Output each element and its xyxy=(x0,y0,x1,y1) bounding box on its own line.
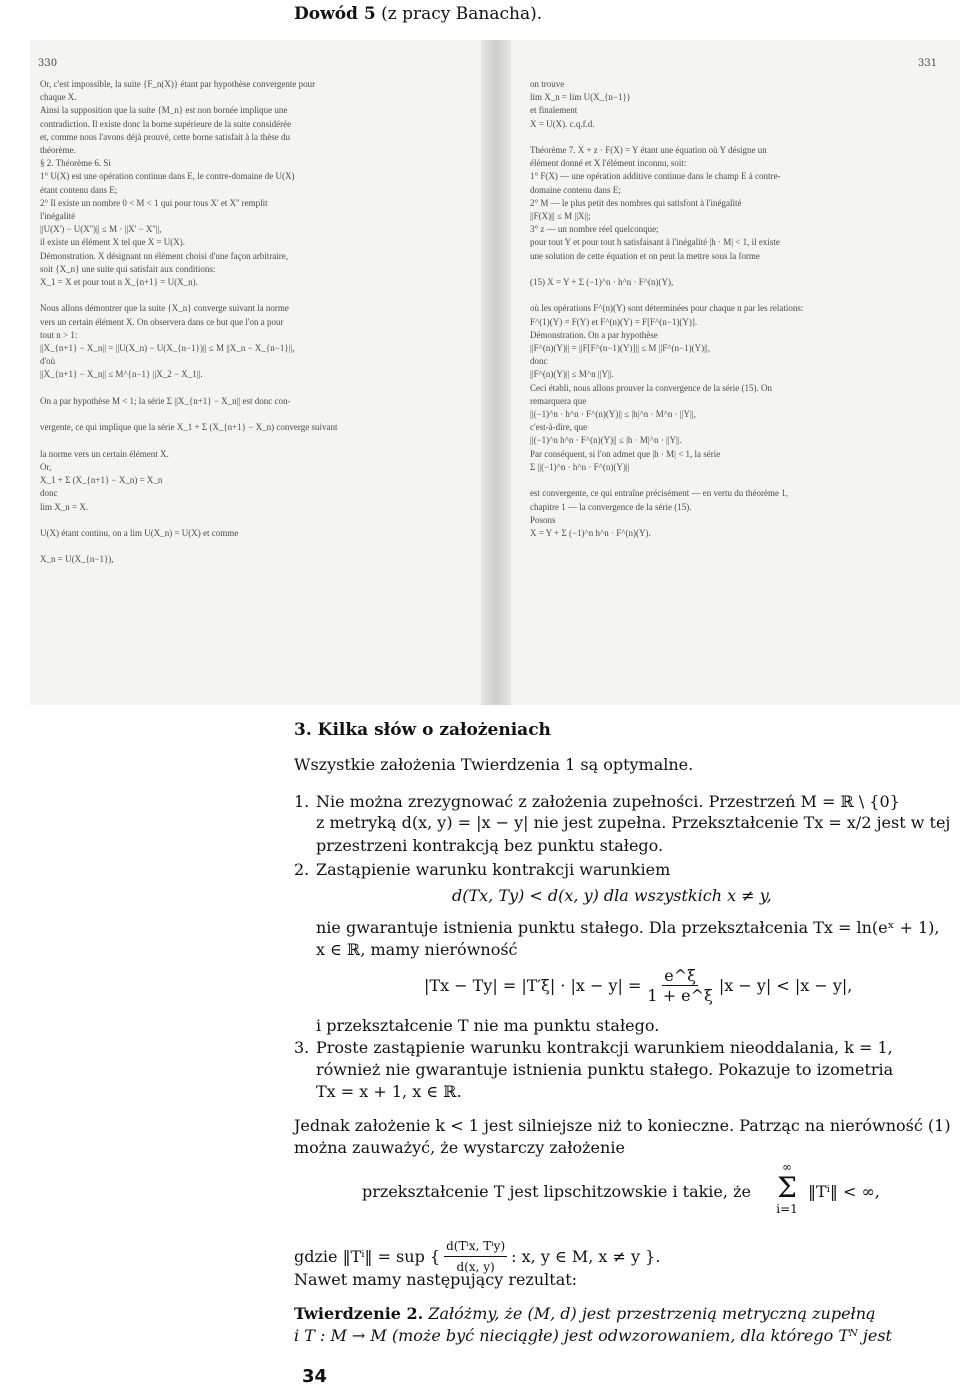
left-line: chaque X. xyxy=(40,92,77,103)
paragraph-line-1: Jednak założenie k < 1 jest silniejsze niż to konieczne. Patrząc na nierówność (1) xyxy=(294,1116,951,1135)
section-title: Kilka słów o założeniach xyxy=(317,720,551,740)
left-line: 1° U(X) est une opération continue dans E, le contre-domaine de U(X) xyxy=(40,171,295,182)
right-page-number: 331 xyxy=(918,58,938,69)
right-line: (15) X = Y + Σ (−1)^n · h^n · F^(n)(Y), xyxy=(530,277,674,288)
right-line: X = U(X). c.q.f.d. xyxy=(530,118,595,129)
right-line: Par conséquent, si l'on admet que |h · M| < 1, la série xyxy=(530,448,721,459)
proof-heading xyxy=(294,4,542,24)
left-line: l'inégalité xyxy=(40,211,76,222)
right-line: ||F(X)|| ≤ M ||X||; xyxy=(530,211,591,222)
item-2-equation: d(Tx, Ty) < d(x, y) dla wszystkich x ≠ y, xyxy=(452,886,772,905)
left-line: Nous allons démontrer que la suite {X_n} converge suivant la norme xyxy=(40,303,289,314)
left-line: d'où xyxy=(40,356,56,367)
item-3-line-3: Tx = x + 1, x ∈ ℝ. xyxy=(316,1082,462,1101)
right-line xyxy=(530,263,950,276)
left-line: donc xyxy=(40,488,58,499)
intro-text: Wszystkie założenia Twierdzenia 1 są optymalne. xyxy=(294,755,694,774)
sum-upper-limit: ∞ xyxy=(782,1160,792,1174)
left-line: X_1 + Σ (X_{n+1} − X_n) = X_n xyxy=(40,475,163,486)
right-line: ||(−1)^n h^n · F^(n)(Y)|| ≤ |h · M|^n · ||Y||. xyxy=(530,435,682,446)
right-line: où les opérations F^(n)(Y) sont déterminées pour chaque n par les relations: xyxy=(530,303,804,314)
item-3-number: 3. xyxy=(294,1038,310,1057)
sum-symbol: Σ xyxy=(777,1171,797,1204)
right-line: on trouve xyxy=(530,79,565,89)
fraction-numerator: e^ξ xyxy=(664,966,696,985)
left-line xyxy=(40,289,460,302)
right-line: 3° z — un nombre réel quelconque; xyxy=(530,224,659,235)
left-line: vergente, ce qui implique que la série X_1 + Σ (X_{n+1} − X_n) converge suivant xyxy=(40,422,338,433)
scan-left-page xyxy=(40,78,460,567)
left-line: et, comme nous l'avons déjà prouvé, cette borne satisfait à la thèse du xyxy=(40,131,291,142)
condition-text: przekształcenie T jest lipschitzowskie i takie, że xyxy=(362,1182,751,1201)
right-line: remarquera que xyxy=(530,395,587,406)
left-line: Ainsi la supposition que la suite {M_n} est non bornée implique une xyxy=(40,105,288,116)
proof-label: Dowód 5 xyxy=(294,4,376,24)
right-line: élément donné et X l'élément inconnu, soit: xyxy=(530,158,687,169)
sum-operator xyxy=(770,1160,804,1216)
left-line: Or, xyxy=(40,461,52,472)
right-line: ||(−1)^n · h^n · F^(n)(Y)|| ≤ |h|^n · M^n · ||Y||, xyxy=(530,409,696,420)
theorem-text-1: Załóżmy, że (M, d) jest przestrzenią metryczną zupełną xyxy=(428,1304,876,1323)
left-line: il existe un élément X tel que X = U(X). xyxy=(40,237,186,248)
left-line: soit {X_n} une suite qui satisfait aux conditions: xyxy=(40,263,216,274)
item-2-line-1: Zastąpienie warunku kontrakcji warunkiem xyxy=(316,860,671,879)
paragraph-line-3: Nawet mamy następujący rezultat: xyxy=(294,1270,578,1289)
section-heading xyxy=(294,720,551,740)
left-line: vers un certain élément X. On observera dans ce but que l'on a pour xyxy=(40,316,284,327)
left-line xyxy=(40,408,460,421)
right-line xyxy=(530,131,950,144)
left-line: la norme vers un certain élément X. xyxy=(40,448,169,459)
right-line: F^(1)(Y) = F(Y) et F^(n)(Y) = F[F^(n−1)(Y)]. xyxy=(530,316,698,327)
right-line: Σ ||(−1)^n · h^n · F^(n)(Y)|| xyxy=(530,461,630,472)
left-page-number: 330 xyxy=(38,58,58,69)
sum-lower-limit: i=1 xyxy=(776,1202,798,1216)
theorem-label: Twierdzenie 2. xyxy=(294,1304,424,1323)
norm-fraction-numerator: d(Tⁱx, Tⁱy) xyxy=(444,1236,507,1257)
right-line: c'est-à-dire, que xyxy=(530,422,588,433)
left-line: Démonstration. X désignant un élément choisi d'une façon arbitraire, xyxy=(40,250,289,261)
section-number: 3. xyxy=(294,720,312,740)
right-line: Démonstration. On a par hypothèse xyxy=(530,329,658,340)
left-line xyxy=(40,540,460,553)
left-line xyxy=(40,434,460,447)
right-line: X = Y + Σ (−1)^n h^n · F^(n)(Y). xyxy=(530,527,651,538)
theorem-line-2: i T : M → M (może być nieciągłe) jest odwzorowaniem, dla którego Tᴺ jest xyxy=(294,1326,892,1345)
norm-definition-left: gdzie ‖Tⁱ‖ = sup { xyxy=(294,1246,441,1266)
paragraph-line-2: można zauważyć, że wystarczy założenie xyxy=(294,1138,625,1157)
item-1-number: 1. xyxy=(294,792,310,811)
right-line xyxy=(530,474,950,487)
fraction-denominator: 1 + e^ξ xyxy=(647,986,713,1005)
item-1-line-2: z metryką d(x, y) = |x − y| nie jest zupełna. Przekształcenie Tx = x/2 jest w tej xyxy=(316,813,951,832)
right-line xyxy=(530,289,950,302)
right-line: Théorème 7. X + z · F(X) = Y étant une équation où Y désigne un xyxy=(530,145,767,156)
item-2-line-2: nie gwarantuje istnienia punktu stałego. Dla przekształcenia Tx = ln(eˣ + 1), xyxy=(316,918,940,937)
left-line: U(X) étant continu, on a lim U(X_n) = U(X) et comme xyxy=(40,527,239,538)
left-line: ||U(X') − U(X'')|| ≤ M · ||X' − X''||, xyxy=(40,224,162,235)
right-line: donc xyxy=(530,356,548,367)
norm-fraction-denominator: d(x, y) xyxy=(456,1260,495,1274)
left-line xyxy=(40,514,460,527)
left-line: tout n > 1: xyxy=(40,329,78,340)
left-line: ||X_{n+1} − X_n|| = ||U(X_n) − U(X_{n−1})|| ≤ M ||X_n − X_{n−1}||, xyxy=(40,343,295,354)
left-line xyxy=(40,382,460,395)
left-line: ||X_{n+1} − X_n|| ≤ M^{n−1} ||X_2 − X_1||. xyxy=(40,369,203,380)
left-line: X_1 = X et pour tout n X_{n+1} = U(X_n). xyxy=(40,277,198,288)
item-3-line-2: również nie gwarantuje istnienia punktu stałego. Pokazuje to izometria xyxy=(316,1060,894,1079)
right-line: Ceci établi, nous allons prouver la convergence de la série (15). On xyxy=(530,382,772,393)
right-line: pour tout Y et pour tout h satisfaisant à l'inégalité |h · M| < 1, il existe xyxy=(530,237,780,248)
inequality-right: |x − y| < |x − y|, xyxy=(718,976,853,995)
theorem-line-1 xyxy=(294,1304,876,1324)
right-line: lim X_n = lim U(X_{n−1}) xyxy=(530,92,630,103)
item-3-line-1: Proste zastąpienie warunku kontrakcji warunkiem nieoddalania, k = 1, xyxy=(316,1038,893,1057)
right-line: 2° M — le plus petit des nombres qui satisfont à l'inégalité xyxy=(530,197,742,208)
right-line: 1° F(X) — une opération additive continue dans le champ E à contre- xyxy=(530,171,781,182)
scan-right-page xyxy=(530,78,950,540)
norm-definition-right: : x, y ∈ M, x ≠ y }. xyxy=(511,1246,661,1266)
sum-term: ‖Tⁱ‖ < ∞, xyxy=(808,1182,880,1201)
inequality-left: |Tx − Ty| = |T′ξ| · |x − y| = xyxy=(424,976,642,995)
left-line: On a par hypothèse M < 1; la série Σ ||X_{n+1} − X_n|| est donc con- xyxy=(40,395,291,406)
item-2-inequality xyxy=(424,966,852,1005)
left-line: contradiction. Il existe donc la borne supérieure de la suite considérée xyxy=(40,118,292,129)
item-2-line-3: x ∈ ℝ, mamy nierówność xyxy=(316,940,518,959)
right-line: est convergente, ce qui entraîne précisément — en vertu du théorème 1, xyxy=(530,488,788,499)
book-gutter xyxy=(481,40,511,705)
page-number: 34 xyxy=(302,1366,328,1387)
right-line: et finalement xyxy=(530,105,578,116)
left-line: théorème. xyxy=(40,145,76,156)
scanned-book-spread xyxy=(30,40,960,705)
right-line: une solution de cette équation et on peut la mettre sous la forme xyxy=(530,250,760,261)
inequality-fraction xyxy=(647,966,712,1005)
left-line: 2° Il existe un nombre 0 < M < 1 qui pour tous X' et X'' remplit xyxy=(40,197,268,208)
item-1-line-1: Nie można zrezygnować z założenia zupełności. Przestrzeń M = ℝ \ {0} xyxy=(316,792,900,811)
item-1-line-3: przestrzeni kontrakcją bez punktu stałego. xyxy=(316,836,664,855)
right-line: chapitre 1 — la convergence de la série (15). xyxy=(530,501,692,512)
item-2-number: 2. xyxy=(294,860,310,879)
left-line: lim X_n = X. xyxy=(40,501,89,512)
left-line: § 2. Théorème 6. Si xyxy=(40,158,111,169)
right-line: domaine contenu dans E; xyxy=(530,184,621,195)
left-line: X_n = U(X_{n−1}), xyxy=(40,554,114,565)
proof-source: (z pracy Banacha). xyxy=(381,4,543,24)
right-line: ||F^(n)(Y)|| ≤ M^n ||Y||. xyxy=(530,369,614,380)
left-line: étant contenu dans E; xyxy=(40,184,118,195)
right-line: ||F^(n)(Y)|| = ||F[F^(n−1)(Y)]|| ≤ M ||F^(n−1)(Y)||, xyxy=(530,343,710,354)
right-line: Posons xyxy=(530,514,556,525)
item-2-line-4: i przekształcenie T nie ma punktu stałego. xyxy=(316,1016,660,1035)
left-line: Or, c'est impossible, la suite {F_n(X)} étant par hypothèse convergente pour xyxy=(40,79,316,89)
